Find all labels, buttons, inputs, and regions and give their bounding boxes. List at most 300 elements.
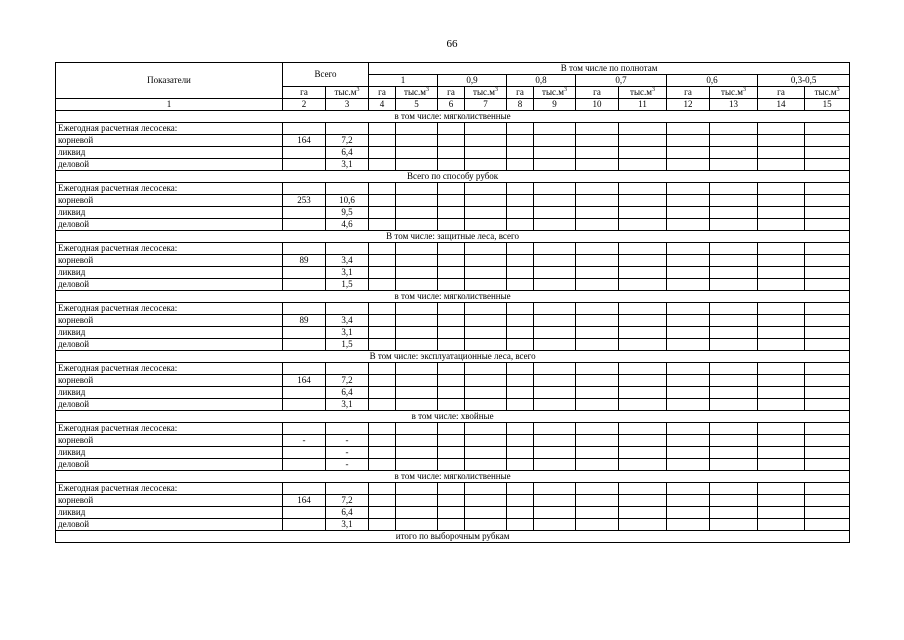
empty-density-cell bbox=[576, 279, 619, 291]
empty-density-cell bbox=[667, 435, 710, 447]
table-row bbox=[56, 363, 850, 375]
empty-density-cell bbox=[805, 243, 850, 255]
empty-density-cell bbox=[758, 255, 805, 267]
empty-density-cell bbox=[667, 123, 710, 135]
empty-density-cell bbox=[805, 495, 850, 507]
empty-density-cell bbox=[396, 459, 438, 471]
section-title-row bbox=[56, 231, 850, 243]
empty-density-cell bbox=[576, 219, 619, 231]
unit-volume-cell bbox=[326, 87, 369, 99]
density-header: 0,9 bbox=[438, 75, 507, 87]
section-title: Всего по способу рубок bbox=[56, 171, 850, 183]
empty-density-cell bbox=[396, 279, 438, 291]
empty-density-cell bbox=[369, 243, 396, 255]
section-title-row bbox=[56, 471, 850, 483]
row-label: Ежегодная расчетная лесосека: bbox=[56, 183, 283, 195]
empty-density-cell bbox=[710, 183, 758, 195]
total-volume-cell: 7,2 bbox=[326, 375, 369, 387]
unit-ha-cell: га bbox=[758, 87, 805, 99]
empty-density-cell bbox=[507, 459, 534, 471]
empty-density-cell bbox=[758, 159, 805, 171]
empty-density-cell bbox=[438, 303, 465, 315]
unit-ha-cell: га bbox=[283, 87, 326, 99]
total-volume-cell bbox=[326, 363, 369, 375]
empty-density-cell bbox=[576, 135, 619, 147]
row-label: ликвид bbox=[56, 147, 283, 159]
empty-density-cell bbox=[465, 195, 507, 207]
empty-density-cell bbox=[534, 267, 576, 279]
table-row bbox=[56, 207, 850, 219]
empty-density-cell bbox=[667, 303, 710, 315]
empty-density-cell bbox=[805, 183, 850, 195]
total-ha-cell bbox=[283, 207, 326, 219]
column-number-cell: 12 bbox=[667, 99, 710, 111]
table-row bbox=[56, 435, 850, 447]
empty-density-cell bbox=[619, 423, 667, 435]
total-volume-cell bbox=[326, 303, 369, 315]
empty-density-cell bbox=[369, 483, 396, 495]
empty-density-cell bbox=[369, 507, 396, 519]
empty-density-cell bbox=[369, 267, 396, 279]
empty-density-cell bbox=[396, 495, 438, 507]
empty-density-cell bbox=[507, 507, 534, 519]
empty-density-cell bbox=[396, 243, 438, 255]
empty-density-cell bbox=[710, 123, 758, 135]
empty-density-cell bbox=[507, 123, 534, 135]
row-label: деловой bbox=[56, 219, 283, 231]
empty-density-cell bbox=[710, 519, 758, 531]
total-volume-cell: 3,1 bbox=[326, 159, 369, 171]
empty-density-cell bbox=[758, 387, 805, 399]
empty-density-cell bbox=[667, 279, 710, 291]
empty-density-cell bbox=[619, 483, 667, 495]
empty-density-cell bbox=[619, 207, 667, 219]
empty-density-cell bbox=[507, 159, 534, 171]
empty-density-cell bbox=[710, 279, 758, 291]
empty-density-cell bbox=[438, 495, 465, 507]
empty-density-cell bbox=[805, 147, 850, 159]
empty-density-cell bbox=[507, 423, 534, 435]
empty-density-cell bbox=[465, 315, 507, 327]
empty-density-cell bbox=[534, 507, 576, 519]
empty-density-cell bbox=[805, 399, 850, 411]
unit-volume-label: тыс.м bbox=[473, 87, 495, 97]
empty-density-cell bbox=[619, 219, 667, 231]
empty-density-cell bbox=[805, 435, 850, 447]
empty-density-cell bbox=[758, 447, 805, 459]
empty-density-cell bbox=[396, 483, 438, 495]
empty-density-cell bbox=[438, 387, 465, 399]
empty-density-cell bbox=[465, 279, 507, 291]
row-label: ликвид bbox=[56, 327, 283, 339]
empty-density-cell bbox=[710, 447, 758, 459]
empty-density-cell bbox=[534, 183, 576, 195]
empty-density-cell bbox=[369, 519, 396, 531]
row-label: Ежегодная расчетная лесосека: bbox=[56, 423, 283, 435]
empty-density-cell bbox=[758, 399, 805, 411]
table-row bbox=[56, 159, 850, 171]
section-title-row bbox=[56, 171, 850, 183]
empty-density-cell bbox=[667, 387, 710, 399]
empty-density-cell bbox=[710, 267, 758, 279]
empty-density-cell bbox=[369, 123, 396, 135]
empty-density-cell bbox=[438, 315, 465, 327]
table-row bbox=[56, 399, 850, 411]
total-ha-cell bbox=[283, 327, 326, 339]
total-volume-cell: 6,4 bbox=[326, 507, 369, 519]
empty-density-cell bbox=[396, 519, 438, 531]
empty-density-cell bbox=[667, 447, 710, 459]
total-ha-cell bbox=[283, 459, 326, 471]
column-number-cell: 2 bbox=[283, 99, 326, 111]
empty-density-cell bbox=[369, 219, 396, 231]
unit-volume-label: тыс.м bbox=[814, 87, 837, 97]
row-label: корневой bbox=[56, 315, 283, 327]
empty-density-cell bbox=[667, 519, 710, 531]
empty-density-cell bbox=[576, 159, 619, 171]
empty-density-cell bbox=[619, 195, 667, 207]
unit-volume-exponent: 3 bbox=[356, 87, 360, 93]
empty-density-cell bbox=[619, 159, 667, 171]
empty-density-cell bbox=[576, 255, 619, 267]
section-title: В том числе: эксплуатационные леса, всего bbox=[56, 351, 850, 363]
unit-ha-cell: га bbox=[438, 87, 465, 99]
empty-density-cell bbox=[438, 255, 465, 267]
empty-density-cell bbox=[576, 435, 619, 447]
table-row bbox=[56, 147, 850, 159]
empty-density-cell bbox=[667, 315, 710, 327]
empty-density-cell bbox=[507, 399, 534, 411]
empty-density-cell bbox=[758, 315, 805, 327]
empty-density-cell bbox=[534, 363, 576, 375]
table-row bbox=[56, 255, 850, 267]
total-ha-cell bbox=[283, 483, 326, 495]
empty-density-cell bbox=[576, 339, 619, 351]
empty-density-cell bbox=[396, 207, 438, 219]
empty-density-cell bbox=[534, 435, 576, 447]
total-volume-cell: 3,1 bbox=[326, 399, 369, 411]
empty-density-cell bbox=[758, 435, 805, 447]
empty-density-cell bbox=[576, 459, 619, 471]
table-row bbox=[56, 447, 850, 459]
total-ha-cell bbox=[283, 267, 326, 279]
empty-density-cell bbox=[396, 159, 438, 171]
unit-volume-cell bbox=[396, 87, 438, 99]
column-number-row bbox=[56, 99, 850, 111]
empty-density-cell bbox=[576, 423, 619, 435]
total-volume-cell: 1,5 bbox=[326, 279, 369, 291]
empty-density-cell bbox=[710, 435, 758, 447]
total-volume-cell bbox=[326, 183, 369, 195]
total-volume-cell: 6,4 bbox=[326, 147, 369, 159]
row-label: деловой bbox=[56, 279, 283, 291]
row-label: корневой bbox=[56, 435, 283, 447]
empty-density-cell bbox=[758, 519, 805, 531]
empty-density-cell bbox=[534, 147, 576, 159]
total-ha-cell bbox=[283, 387, 326, 399]
empty-density-cell bbox=[534, 339, 576, 351]
empty-density-cell bbox=[805, 123, 850, 135]
table-row bbox=[56, 495, 850, 507]
empty-density-cell bbox=[667, 423, 710, 435]
column-number-cell: 7 bbox=[465, 99, 507, 111]
row-label: корневой bbox=[56, 495, 283, 507]
total-volume-cell bbox=[326, 123, 369, 135]
empty-density-cell bbox=[507, 279, 534, 291]
empty-density-cell bbox=[710, 219, 758, 231]
empty-density-cell bbox=[576, 123, 619, 135]
empty-density-cell bbox=[369, 327, 396, 339]
empty-density-cell bbox=[465, 447, 507, 459]
table-row bbox=[56, 279, 850, 291]
empty-density-cell bbox=[710, 507, 758, 519]
empty-density-cell bbox=[805, 387, 850, 399]
table-row bbox=[56, 183, 850, 195]
empty-density-cell bbox=[758, 183, 805, 195]
section-title-row bbox=[56, 111, 850, 123]
empty-density-cell bbox=[465, 255, 507, 267]
section-title: в том числе: мягколиственные bbox=[56, 111, 850, 123]
unit-volume-exponent: 3 bbox=[563, 87, 567, 93]
table-body bbox=[56, 63, 850, 543]
empty-density-cell bbox=[396, 147, 438, 159]
total-volume-cell: 4,6 bbox=[326, 219, 369, 231]
empty-density-cell bbox=[576, 195, 619, 207]
empty-density-cell bbox=[438, 339, 465, 351]
empty-density-cell bbox=[465, 435, 507, 447]
density-header: 0,8 bbox=[507, 75, 576, 87]
total-volume-cell: 3,1 bbox=[326, 327, 369, 339]
empty-density-cell bbox=[396, 375, 438, 387]
unit-volume-label: тыс.м bbox=[334, 87, 357, 97]
empty-density-cell bbox=[369, 435, 396, 447]
empty-density-cell bbox=[369, 159, 396, 171]
total-volume-cell: - bbox=[326, 435, 369, 447]
empty-density-cell bbox=[534, 483, 576, 495]
empty-density-cell bbox=[805, 375, 850, 387]
empty-density-cell bbox=[710, 147, 758, 159]
empty-density-cell bbox=[805, 267, 850, 279]
unit-volume-exponent: 3 bbox=[742, 87, 746, 93]
empty-density-cell bbox=[758, 243, 805, 255]
empty-density-cell bbox=[465, 459, 507, 471]
empty-density-cell bbox=[534, 135, 576, 147]
empty-density-cell bbox=[758, 339, 805, 351]
empty-density-cell bbox=[534, 327, 576, 339]
empty-density-cell bbox=[576, 507, 619, 519]
column-number-cell: 13 bbox=[710, 99, 758, 111]
empty-density-cell bbox=[507, 339, 534, 351]
unit-ha-cell: га bbox=[576, 87, 619, 99]
by-density-header: В том числе по полнотам bbox=[369, 63, 850, 75]
total-ha-cell bbox=[283, 243, 326, 255]
empty-density-cell bbox=[438, 483, 465, 495]
empty-density-cell bbox=[576, 207, 619, 219]
table-row bbox=[56, 123, 850, 135]
empty-density-cell bbox=[710, 387, 758, 399]
empty-density-cell bbox=[438, 363, 465, 375]
empty-density-cell bbox=[396, 219, 438, 231]
total-volume-cell bbox=[326, 483, 369, 495]
section-title: в том числе: хвойные bbox=[56, 411, 850, 423]
row-label: ликвид bbox=[56, 267, 283, 279]
total-ha-cell: 164 bbox=[283, 375, 326, 387]
table-row bbox=[56, 507, 850, 519]
empty-density-cell bbox=[465, 327, 507, 339]
row-label: Ежегодная расчетная лесосека: bbox=[56, 483, 283, 495]
empty-density-cell bbox=[667, 495, 710, 507]
empty-density-cell bbox=[465, 183, 507, 195]
empty-density-cell bbox=[667, 135, 710, 147]
empty-density-cell bbox=[576, 483, 619, 495]
empty-density-cell bbox=[534, 303, 576, 315]
row-label: ликвид bbox=[56, 387, 283, 399]
row-label: Ежегодная расчетная лесосека: bbox=[56, 243, 283, 255]
empty-density-cell bbox=[667, 267, 710, 279]
empty-density-cell bbox=[619, 339, 667, 351]
column-number-cell: 6 bbox=[438, 99, 465, 111]
empty-density-cell bbox=[534, 387, 576, 399]
total-ha-cell: - bbox=[283, 435, 326, 447]
empty-density-cell bbox=[576, 363, 619, 375]
density-header: 0,3-0,5 bbox=[758, 75, 850, 87]
empty-density-cell bbox=[805, 279, 850, 291]
column-number-cell: 9 bbox=[534, 99, 576, 111]
empty-density-cell bbox=[438, 183, 465, 195]
empty-density-cell bbox=[758, 423, 805, 435]
empty-density-cell bbox=[465, 339, 507, 351]
empty-density-cell bbox=[507, 315, 534, 327]
unit-volume-exponent: 3 bbox=[836, 87, 840, 93]
table-row bbox=[56, 219, 850, 231]
empty-density-cell bbox=[619, 255, 667, 267]
total-ha-cell bbox=[283, 399, 326, 411]
empty-density-cell bbox=[667, 399, 710, 411]
empty-density-cell bbox=[507, 375, 534, 387]
empty-density-cell bbox=[465, 123, 507, 135]
table-row bbox=[56, 303, 850, 315]
empty-density-cell bbox=[619, 447, 667, 459]
total-volume-cell: 3,4 bbox=[326, 315, 369, 327]
empty-density-cell bbox=[710, 363, 758, 375]
empty-density-cell bbox=[710, 135, 758, 147]
empty-density-cell bbox=[710, 339, 758, 351]
empty-density-cell bbox=[369, 495, 396, 507]
empty-density-cell bbox=[507, 183, 534, 195]
empty-density-cell bbox=[805, 339, 850, 351]
empty-density-cell bbox=[438, 219, 465, 231]
empty-density-cell bbox=[619, 243, 667, 255]
empty-density-cell bbox=[667, 159, 710, 171]
empty-density-cell bbox=[710, 303, 758, 315]
table-row bbox=[56, 483, 850, 495]
empty-density-cell bbox=[710, 375, 758, 387]
empty-density-cell bbox=[805, 135, 850, 147]
section-title-row bbox=[56, 291, 850, 303]
empty-density-cell bbox=[534, 399, 576, 411]
empty-density-cell bbox=[438, 243, 465, 255]
empty-density-cell bbox=[507, 207, 534, 219]
empty-density-cell bbox=[396, 255, 438, 267]
empty-density-cell bbox=[710, 207, 758, 219]
empty-density-cell bbox=[396, 123, 438, 135]
empty-density-cell bbox=[619, 375, 667, 387]
total-volume-cell: 6,4 bbox=[326, 387, 369, 399]
total-ha-cell bbox=[283, 219, 326, 231]
empty-density-cell bbox=[465, 159, 507, 171]
empty-density-cell bbox=[758, 507, 805, 519]
total-volume-cell: 3,4 bbox=[326, 255, 369, 267]
empty-density-cell bbox=[534, 423, 576, 435]
empty-density-cell bbox=[619, 147, 667, 159]
empty-density-cell bbox=[667, 363, 710, 375]
empty-density-cell bbox=[667, 243, 710, 255]
column-number-cell: 8 bbox=[507, 99, 534, 111]
empty-density-cell bbox=[438, 435, 465, 447]
empty-density-cell bbox=[465, 507, 507, 519]
total-volume-cell: 3,1 bbox=[326, 267, 369, 279]
empty-density-cell bbox=[534, 279, 576, 291]
empty-density-cell bbox=[369, 375, 396, 387]
empty-density-cell bbox=[396, 507, 438, 519]
empty-density-cell bbox=[619, 459, 667, 471]
empty-density-cell bbox=[465, 135, 507, 147]
empty-density-cell bbox=[396, 363, 438, 375]
total-volume-cell bbox=[326, 423, 369, 435]
row-label: деловой bbox=[56, 399, 283, 411]
total-ha-cell bbox=[283, 159, 326, 171]
empty-density-cell bbox=[758, 135, 805, 147]
empty-density-cell bbox=[758, 267, 805, 279]
row-label: корневой bbox=[56, 375, 283, 387]
empty-density-cell bbox=[758, 327, 805, 339]
empty-density-cell bbox=[805, 303, 850, 315]
empty-density-cell bbox=[710, 327, 758, 339]
empty-density-cell bbox=[465, 243, 507, 255]
empty-density-cell bbox=[438, 507, 465, 519]
empty-density-cell bbox=[667, 183, 710, 195]
column-number-cell: 15 bbox=[805, 99, 850, 111]
empty-density-cell bbox=[576, 147, 619, 159]
row-label: корневой bbox=[56, 135, 283, 147]
row-label: деловой bbox=[56, 519, 283, 531]
empty-density-cell bbox=[619, 435, 667, 447]
empty-density-cell bbox=[667, 327, 710, 339]
empty-density-cell bbox=[667, 507, 710, 519]
column-number-cell: 3 bbox=[326, 99, 369, 111]
empty-density-cell bbox=[805, 159, 850, 171]
total-ha-cell: 253 bbox=[283, 195, 326, 207]
empty-density-cell bbox=[805, 327, 850, 339]
total-ha-cell bbox=[283, 339, 326, 351]
empty-density-cell bbox=[667, 255, 710, 267]
empty-density-cell bbox=[710, 423, 758, 435]
table-row bbox=[56, 327, 850, 339]
empty-density-cell bbox=[534, 195, 576, 207]
empty-density-cell bbox=[576, 495, 619, 507]
empty-density-cell bbox=[507, 519, 534, 531]
empty-density-cell bbox=[396, 183, 438, 195]
table-row bbox=[56, 195, 850, 207]
unit-volume-label: тыс.м bbox=[721, 87, 743, 97]
empty-density-cell bbox=[619, 507, 667, 519]
row-label: ликвид bbox=[56, 207, 283, 219]
empty-density-cell bbox=[805, 219, 850, 231]
empty-density-cell bbox=[369, 183, 396, 195]
section-title-row bbox=[56, 351, 850, 363]
empty-density-cell bbox=[438, 123, 465, 135]
empty-density-cell bbox=[619, 399, 667, 411]
